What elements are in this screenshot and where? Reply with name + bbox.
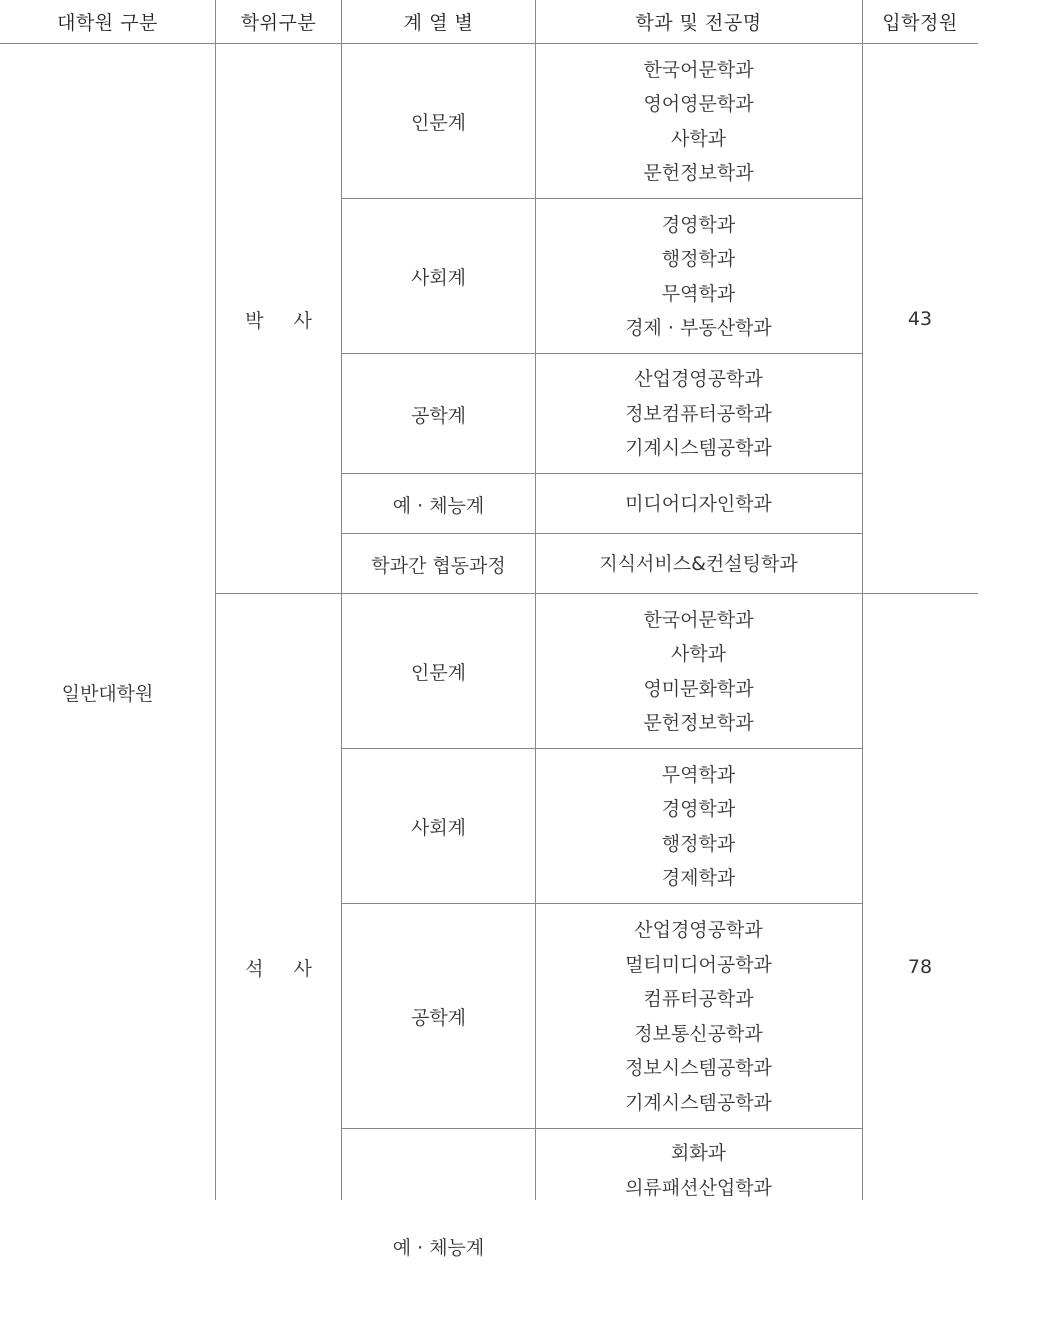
- header-field: 계 열 별: [403, 11, 474, 34]
- row-divider: [342, 903, 862, 904]
- department-name: 정보통신공학과: [634, 1022, 763, 1045]
- department-name: 멀티미디어공학과: [625, 953, 772, 976]
- row-divider: [342, 533, 862, 534]
- department-name: 컴퓨터공학과: [643, 988, 754, 1010]
- department-name: 정보컴퓨터공학과: [625, 402, 772, 425]
- field-cell: 예 · 체능계: [392, 494, 485, 517]
- department-name: 의류패션산업학과: [625, 1176, 772, 1199]
- field-cell: 학과간 협동과정: [371, 554, 506, 577]
- department-name: 사학과: [670, 643, 727, 665]
- quota-masters-cell: 78: [907, 956, 933, 978]
- column-divider: [535, 0, 536, 1200]
- department-name: 한국어문학과: [643, 608, 754, 631]
- department-name: 무역학과: [661, 763, 736, 786]
- graduate-school-cell: 일반대학원: [61, 682, 154, 705]
- header-top-border: [0, 43, 978, 44]
- department-name: 산업경영공학과: [634, 368, 763, 391]
- department-name: 미디어디자인학과: [625, 492, 772, 515]
- field-cell: 인문계: [410, 662, 467, 684]
- degree-phd-cell: 박 사: [245, 309, 324, 332]
- degree-masters-cell: 석 사: [245, 957, 324, 980]
- row-divider: [342, 748, 862, 749]
- field-cell: 예 · 체능계: [392, 1237, 485, 1259]
- row-divider: [342, 1128, 862, 1129]
- department-name: 사학과: [670, 127, 727, 150]
- degree-divider: [215, 593, 978, 594]
- department-list: [535, 749, 862, 904]
- department-list: [535, 354, 862, 474]
- department-name: 기계시스템공학과: [625, 1091, 772, 1114]
- department-list: [535, 534, 862, 594]
- header-department: 학과 및 전공명: [635, 11, 762, 34]
- department-name: 정보시스템공학과: [625, 1057, 772, 1079]
- department-name: 영미문화학과: [643, 677, 754, 700]
- department-name: 회화과: [670, 1142, 727, 1164]
- row-divider: [342, 353, 862, 354]
- field-cell: 인문계: [410, 112, 467, 134]
- field-cell: 공학계: [410, 1007, 467, 1029]
- header-quota: 입학정원: [882, 11, 958, 34]
- department-list: [535, 1129, 862, 1249]
- department-name: 경영학과: [661, 213, 736, 236]
- quota-phd-cell: 43: [907, 308, 933, 330]
- department-list: [535, 44, 862, 199]
- row-divider: [342, 198, 862, 199]
- column-divider: [862, 0, 863, 1200]
- field-cell: 사회계: [410, 267, 467, 289]
- department-name: 문헌정보학과: [643, 712, 754, 734]
- field-cell: 사회계: [410, 817, 467, 839]
- department-name: 지식서비스&컨설팅학과: [599, 552, 798, 575]
- department-name: 기계시스템공학과: [625, 437, 772, 460]
- department-list: [535, 594, 862, 749]
- department-name: 산업경영공학과: [634, 919, 763, 941]
- field-cell: 공학계: [410, 404, 467, 427]
- department-name: 영어영문학과: [643, 93, 754, 115]
- department-name: 문헌정보학과: [643, 162, 754, 184]
- column-divider: [215, 0, 216, 1200]
- department-list: [535, 904, 862, 1129]
- department-name: 경영학과: [661, 798, 736, 820]
- department-list: [535, 474, 862, 534]
- header-graduate-school: 대학원 구분: [57, 11, 158, 34]
- department-name: 행정학과: [661, 248, 736, 270]
- department-name: 무역학과: [661, 282, 736, 305]
- department-list: [535, 199, 862, 354]
- department-name: 경제 · 부동산학과: [625, 317, 772, 339]
- department-name: 행정학과: [661, 832, 736, 855]
- column-divider: [341, 0, 342, 1200]
- department-name: 한국어문학과: [643, 58, 754, 81]
- department-name: 경제학과: [661, 867, 736, 889]
- row-divider: [342, 473, 862, 474]
- header-degree: 학위구분: [240, 11, 317, 34]
